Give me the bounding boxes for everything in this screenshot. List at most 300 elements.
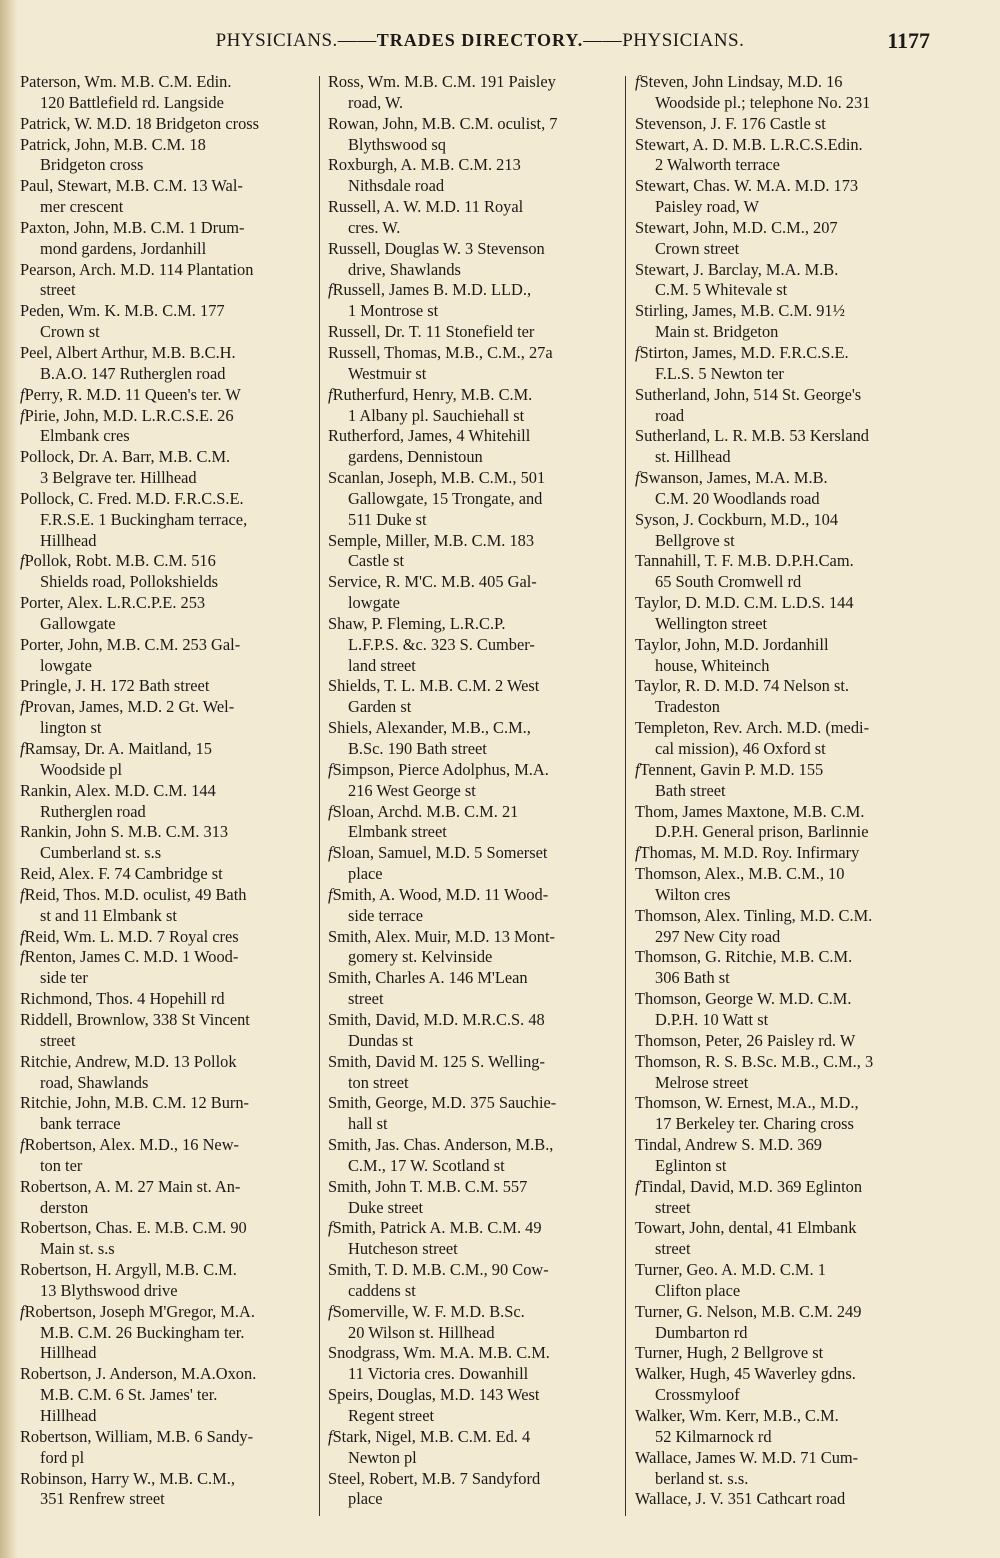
entry-line: Robertson, Chas. E. M.B. C.M. 90 — [20, 1218, 247, 1238]
entry-continuation-line: Garden st — [348, 697, 412, 717]
entry-continuation-line: ton ter — [40, 1155, 83, 1175]
entry-line: Turner, Hugh, 2 Bellgrove st — [635, 1343, 824, 1363]
directory-entry — [328, 531, 623, 573]
entry-continuation-line: C.M. 20 Woodlands road — [655, 488, 820, 508]
directory-entry — [328, 1218, 623, 1260]
entry-continuation-line: 1 Montrose st — [348, 301, 439, 321]
directory-entry — [20, 1218, 315, 1260]
entry-line: Sutherland, John, 514 St. George's — [635, 384, 862, 404]
entry-mark: f — [20, 739, 25, 758]
entry-continuation-line: 13 Blythswood drive — [40, 1280, 178, 1300]
directory-entry — [328, 843, 623, 885]
header-left-label: PHYSICIANS. — [215, 30, 338, 51]
entry-continuation-line: Dumbarton rd — [655, 1322, 748, 1342]
directory-entry — [20, 1469, 315, 1511]
entry-continuation-line: Woodside pl — [40, 759, 122, 779]
entry-line: Pringle, J. H. 172 Bath street — [20, 676, 210, 696]
entry-line: Robertson, William, M.B. 6 Sandy- — [20, 1426, 254, 1446]
entry-continuation-line: land street — [348, 655, 416, 675]
entry-line: Snodgrass, Wm. M.A. M.B. C.M. — [328, 1343, 550, 1363]
entry-continuation-line: drive, Shawlands — [348, 259, 461, 279]
directory-entry — [635, 343, 930, 385]
entry-continuation-line: 306 Bath st — [655, 968, 730, 988]
entry-mark: f — [20, 551, 25, 571]
directory-entry — [20, 218, 315, 260]
entry-mark: f — [635, 843, 640, 863]
entry-line: Russell, Thomas, M.B., C.M., 27a — [328, 342, 553, 362]
entry-line: Turner, Geo. A. M.D. C.M. 1 — [635, 1260, 826, 1280]
entry-line: Porter, John, M.B. C.M. 253 Gal- — [20, 634, 241, 654]
directory-entry — [635, 1343, 930, 1364]
directory-entry — [20, 593, 315, 635]
entry-mark: f — [20, 405, 25, 425]
entry-line: Taylor, John, M.D. Jordanhill — [635, 634, 829, 654]
directory-entry — [635, 135, 930, 177]
entry-continuation-line: Melrose street — [655, 1072, 749, 1092]
entry-mark: f — [20, 884, 25, 904]
directory-entry — [20, 301, 315, 343]
entry-line: Robertson, H. Argyll, M.B. C.M. — [20, 1260, 237, 1280]
entry-line: Sloan, Archd. M.B. C.M. 21 — [332, 801, 519, 821]
entry-continuation-line: 1 Albany pl. Sauchiehall st — [348, 405, 525, 425]
entry-line: Smith, Jas. Chas. Anderson, M.B., — [328, 1135, 554, 1155]
entry-line: Stirling, James, M.B. C.M. 91½ — [635, 301, 845, 321]
directory-entry — [20, 1260, 315, 1302]
entry-continuation-line: 20 Wilson st. Hillhead — [348, 1322, 495, 1342]
entry-continuation-line: Hillhead — [40, 1343, 97, 1363]
entry-line: Richmond, Thos. 4 Hopehill rd — [20, 989, 225, 1009]
entry-line: Smith, John T. M.B. C.M. 557 — [328, 1176, 528, 1196]
entry-continuation-line: street — [348, 989, 384, 1009]
entry-continuation-line: Gallowgate — [40, 613, 116, 633]
entry-continuation-line: Elmbank cres — [40, 426, 130, 446]
entry-line: Patrick, W. M.D. 18 Bridgeton cross — [20, 113, 260, 133]
page-header — [20, 30, 940, 60]
directory-entry — [20, 739, 315, 781]
entry-line: Sutherland, L. R. M.B. 53 Kersland — [635, 426, 869, 446]
entry-line: Walker, Hugh, 45 Waverley gdns. — [635, 1364, 856, 1384]
directory-entry — [20, 1177, 315, 1219]
entry-line: Stirton, James, M.D. F.R.C.S.E. — [639, 342, 849, 362]
entry-line: Paul, Stewart, M.B. C.M. 13 Wal- — [20, 176, 243, 196]
entry-continuation-line: C.M. 5 Whitevale st — [655, 280, 788, 300]
entry-line: Speirs, Douglas, M.D. 143 West — [328, 1385, 540, 1405]
entry-line: Stevenson, J. F. 176 Castle st — [635, 113, 826, 133]
directory-entry — [635, 989, 930, 1031]
entry-line: Syson, J. Cockburn, M.D., 104 — [635, 509, 839, 529]
entry-continuation-line: Tradeston — [655, 697, 720, 717]
directory-entry — [20, 343, 315, 385]
entry-line: Service, R. M'C. M.B. 405 Gal- — [328, 572, 537, 592]
entry-line: Rowan, John, M.B. C.M. oculist, 7 — [328, 113, 558, 133]
directory-entry — [635, 1406, 930, 1448]
directory-entry — [20, 1052, 315, 1094]
entry-continuation-line: place — [348, 864, 383, 884]
entry-continuation-line: cal mission), 46 Oxford st — [655, 739, 826, 758]
entry-line: Shields, T. L. M.B. C.M. 2 West — [328, 676, 540, 696]
entry-mark: f — [635, 72, 640, 91]
entry-line: Smith, Charles A. 146 M'Lean — [328, 968, 528, 988]
directory-entry — [328, 718, 623, 760]
entry-continuation-line: caddens st — [348, 1280, 416, 1300]
directory-entry — [20, 489, 315, 552]
column-divider — [625, 76, 626, 1516]
directory-entry — [328, 614, 623, 677]
entry-continuation-line: Gallowgate, 15 Trongate, and — [348, 488, 543, 508]
column-divider — [319, 76, 320, 1516]
entry-continuation-line: lowgate — [348, 593, 400, 613]
directory-entry — [328, 927, 623, 969]
directory-entry — [20, 1010, 315, 1052]
directory-entry — [635, 1302, 930, 1344]
directory-entry — [635, 176, 930, 218]
entry-continuation-line: gomery st. Kelvinside — [348, 947, 493, 967]
directory-entry — [328, 802, 623, 844]
entry-line: Stewart, Chas. W. M.A. M.D. 173 — [635, 176, 859, 196]
entry-continuation-line: Cumberland st. s.s — [40, 843, 162, 863]
entry-continuation-line: 216 West George st — [348, 780, 476, 800]
entry-continuation-line: 511 Duke st — [348, 509, 427, 529]
entry-mark: f — [328, 1218, 333, 1238]
directory-entry — [20, 260, 315, 302]
directory-entry — [635, 1031, 930, 1052]
entry-mark: f — [635, 468, 640, 488]
entry-line: Ritchie, Andrew, M.D. 13 Pollok — [20, 1051, 237, 1071]
entry-line: Tannahill, T. F. M.B. D.P.H.Cam. — [635, 551, 854, 571]
entry-mark: f — [635, 1176, 640, 1196]
entry-mark: f — [328, 801, 333, 821]
entry-line: Scanlan, Joseph, M.B. C.M., 501 — [328, 468, 546, 488]
entry-line: Thomson, R. S. B.Sc. M.B., C.M., 3 — [635, 1051, 874, 1071]
directory-entry — [328, 885, 623, 927]
entry-continuation-line: 3 Belgrave ter. Hillhead — [40, 468, 197, 488]
entry-line: Thom, James Maxtone, M.B. C.M. — [635, 801, 865, 821]
entry-continuation-line: ford pl — [40, 1447, 85, 1467]
directory-entry — [328, 1093, 623, 1135]
entry-mark: f — [328, 884, 333, 904]
entry-continuation-line: bank terrace — [40, 1114, 121, 1134]
entry-line: Reid, Alex. F. 74 Cambridge st — [20, 864, 223, 884]
entry-continuation-line: Clifton place — [655, 1280, 741, 1300]
entry-line: Perry, R. M.D. 11 Queen's ter. W — [24, 384, 241, 404]
entry-continuation-line: C.M., 17 W. Scotland st — [348, 1155, 505, 1175]
directory-entry — [635, 593, 930, 635]
directory-entry — [635, 906, 930, 948]
entry-line: Pollock, Dr. A. Barr, M.B. C.M. — [20, 447, 231, 467]
directory-entry — [635, 947, 930, 989]
directory-entry — [635, 510, 930, 552]
entry-line: Smith, Patrick A. M.B. C.M. 49 — [332, 1218, 542, 1238]
entry-continuation-line: Wilton cres — [655, 884, 731, 904]
entry-continuation-line: st. Hillhead — [655, 447, 731, 467]
directory-entry — [635, 1260, 930, 1302]
entry-line: Stark, Nigel, M.B. C.M. Ed. 4 — [332, 1426, 531, 1446]
directory-entry — [635, 260, 930, 302]
entry-continuation-line: Shields road, Pollokshields — [40, 572, 219, 592]
entry-continuation-line: Duke street — [348, 1197, 424, 1217]
directory-entry — [20, 176, 315, 218]
directory-entry — [20, 406, 315, 448]
directory-entry — [20, 822, 315, 864]
directory-entry — [328, 322, 623, 343]
directory-entry — [20, 927, 315, 948]
entry-continuation-line: D.P.H. General prison, Barlinnie — [655, 822, 869, 842]
directory-entry — [635, 1177, 930, 1219]
entry-line: Stewart, John, M.D. C.M., 207 — [635, 217, 838, 237]
entry-line: Shaw, P. Fleming, L.R.C.P. — [328, 613, 506, 633]
directory-entry — [20, 989, 315, 1010]
entry-mark: f — [20, 384, 25, 404]
entry-continuation-line: place — [348, 1489, 383, 1509]
entry-line: Thomson, George W. M.D. C.M. — [635, 989, 852, 1009]
entry-line: Reid, Wm. L. M.D. 7 Royal cres — [24, 926, 239, 946]
entry-line: Paterson, Wm. M.B. C.M. Edin. — [20, 72, 232, 91]
entry-continuation-line: 65 South Cromwell rd — [655, 572, 802, 592]
directory-entry — [328, 760, 623, 802]
entry-line: Smith, T. D. M.B. C.M., 90 Cow- — [328, 1260, 549, 1280]
entry-continuation-line: B.Sc. 190 Bath street — [348, 739, 487, 758]
entry-continuation-line: Paisley road, W — [655, 197, 759, 217]
entry-line: Pollok, Robt. M.B. C.M. 516 — [24, 551, 216, 571]
entry-mark: f — [20, 1301, 25, 1321]
entry-continuation-line: Bellgrove st — [655, 530, 735, 550]
directory-entry — [635, 218, 930, 260]
entry-line: Robertson, J. Anderson, M.A.Oxon. — [20, 1364, 257, 1384]
directory-entry — [328, 280, 623, 322]
entry-mark: f — [635, 342, 640, 362]
entry-continuation-line: road, W. — [348, 92, 404, 112]
directory-entry — [328, 239, 623, 281]
entry-continuation-line: Hillhead — [40, 1406, 97, 1425]
entry-line: Steven, John Lindsay, M.D. 16 — [639, 72, 843, 91]
entry-line: Paxton, John, M.B. C.M. 1 Drum- — [20, 217, 245, 237]
directory-entry — [635, 1489, 930, 1510]
directory-entry — [328, 72, 623, 114]
entry-continuation-line: lowgate — [40, 655, 92, 675]
entry-mark: f — [328, 759, 333, 779]
directory-entry — [635, 1093, 930, 1135]
entry-continuation-line: Bath street — [655, 780, 726, 800]
entry-line: Rankin, Alex. M.D. C.M. 144 — [20, 780, 216, 800]
entry-line: Smith, A. Wood, M.D. 11 Wood- — [332, 884, 549, 904]
entry-line: Swanson, James, M.A. M.B. — [639, 468, 828, 488]
directory-entry — [635, 72, 930, 114]
directory-entry — [20, 885, 315, 927]
entry-line: Patrick, John, M.B. C.M. 18 — [20, 134, 206, 154]
entry-line: Ross, Wm. M.B. C.M. 191 Paisley — [328, 72, 556, 91]
entry-continuation-line: house, Whiteinch — [655, 655, 770, 675]
directory-entry — [635, 1135, 930, 1177]
entry-line: Tennent, Gavin P. M.D. 155 — [639, 759, 824, 779]
entry-mark: f — [328, 1426, 333, 1446]
entry-line: Smith, David M. 125 S. Welling- — [328, 1051, 545, 1071]
entry-continuation-line: Bridgeton cross — [40, 155, 144, 175]
directory-entry — [20, 385, 315, 406]
entry-mark: f — [20, 697, 25, 717]
entry-line: Thomson, Alex., M.B. C.M., 10 — [635, 864, 845, 884]
directory-entry — [328, 1427, 623, 1469]
directory-entry — [20, 114, 315, 135]
entry-continuation-line: Main st. s.s — [40, 1239, 115, 1259]
directory-entry — [328, 1135, 623, 1177]
directory-entry — [20, 551, 315, 593]
entry-continuation-line: F.R.S.E. 1 Buckingham terrace, — [40, 509, 248, 529]
entry-continuation-line: street — [40, 280, 76, 300]
entry-continuation-line: road — [655, 405, 685, 425]
entry-continuation-line: hall st — [348, 1114, 388, 1134]
entry-continuation-line: derston — [40, 1197, 89, 1217]
entry-line: Walker, Wm. Kerr, M.B., C.M. — [635, 1406, 839, 1425]
entry-continuation-line: D.P.H. 10 Watt st — [655, 1009, 769, 1029]
entry-mark: f — [20, 926, 25, 946]
directory-entry — [635, 114, 930, 135]
directory-entry — [20, 447, 315, 489]
directory-entry — [328, 676, 623, 718]
entry-continuation-line: Hillhead — [40, 530, 97, 550]
directory-entry — [328, 426, 623, 468]
entry-continuation-line: M.B. C.M. 6 St. James' ter. — [40, 1385, 218, 1405]
directory-entry — [328, 968, 623, 1010]
directory-entry — [635, 551, 930, 593]
directory-entry — [20, 947, 315, 989]
entry-continuation-line: M.B. C.M. 26 Buckingham ter. — [40, 1322, 245, 1342]
directory-entry — [328, 1343, 623, 1385]
entry-continuation-line: Crown st — [40, 322, 100, 342]
entry-continuation-line: L.F.P.S. &c. 323 S. Cumber- — [348, 634, 535, 654]
entry-line: Somerville, W. F. M.D. B.Sc. — [332, 1301, 525, 1321]
entry-line: Riddell, Brownlow, 338 St Vincent — [20, 1009, 250, 1029]
entry-continuation-line: st and 11 Elmbank st — [40, 905, 177, 925]
entry-continuation-line: Westmuir st — [348, 363, 427, 383]
entry-line: Peden, Wm. K. M.B. C.M. 177 — [20, 301, 225, 321]
entry-line: Robinson, Harry W., M.B. C.M., — [20, 1468, 235, 1488]
entry-continuation-line: side ter — [40, 968, 88, 988]
entry-line: Thomson, G. Ritchie, M.B. C.M. — [635, 947, 853, 967]
entry-continuation-line: 17 Berkeley ter. Charing cross — [655, 1114, 854, 1134]
directory-entry — [328, 155, 623, 197]
directory-entry — [20, 1093, 315, 1135]
entry-line: Russell, James B. M.D. LLD., — [332, 280, 532, 300]
entry-line: Rutherford, James, 4 Whitehill — [328, 426, 531, 446]
entry-line: Templeton, Rev. Arch. M.D. (medi- — [635, 718, 870, 738]
entry-line: Taylor, D. M.D. C.M. L.D.S. 144 — [635, 593, 854, 613]
entry-continuation-line: B.A.O. 147 Rutherglen road — [40, 363, 226, 383]
entry-line: Steel, Robert, M.B. 7 Sandyford — [328, 1468, 541, 1488]
directory-entry — [635, 385, 930, 427]
directory-entry — [328, 1010, 623, 1052]
entry-line: Robertson, Alex. M.D., 16 New- — [24, 1135, 239, 1155]
directory-entry — [328, 385, 623, 427]
entry-line: Robertson, Joseph M'Gregor, M.A. — [24, 1301, 255, 1321]
directory-entry — [635, 802, 930, 844]
entry-line: Semple, Miller, M.B. C.M. 183 — [328, 530, 535, 550]
directory-entry — [635, 1218, 930, 1260]
entry-mark: f — [328, 843, 333, 863]
entry-line: Ritchie, John, M.B. C.M. 12 Burn- — [20, 1093, 250, 1113]
entry-line: Smith, Alex. Muir, M.D. 13 Mont- — [328, 926, 556, 946]
entry-continuation-line: Wellington street — [655, 613, 768, 633]
entry-continuation-line: Castle st — [348, 551, 404, 571]
entry-continuation-line: side terrace — [348, 905, 424, 925]
entry-line: Rutherfurd, Henry, M.B. C.M. — [332, 384, 533, 404]
directory-entry — [635, 843, 930, 864]
directory-entry — [635, 426, 930, 468]
entry-continuation-line: ton street — [348, 1072, 409, 1092]
entry-line: Thomson, W. Ernest, M.A., M.D., — [635, 1093, 859, 1113]
entry-line: Rankin, John S. M.B. C.M. 313 — [20, 822, 229, 842]
entry-line: Wallace, J. V. 351 Cathcart road — [635, 1489, 846, 1509]
entry-continuation-line: berland st. s.s. — [655, 1468, 749, 1488]
entry-line: Ramsay, Dr. A. Maitland, 15 — [24, 739, 212, 758]
directory-entry — [328, 114, 623, 156]
entry-line: Stewart, A. D. M.B. L.R.C.S.Edin. — [635, 134, 863, 154]
entry-continuation-line: 52 Kilmarnock rd — [655, 1426, 772, 1446]
entry-line: Tindal, Andrew S. M.D. 369 — [635, 1135, 822, 1155]
header-title: TRADES DIRECTORY. — [376, 30, 584, 50]
entry-line: Russell, A. W. M.D. 11 Royal — [328, 197, 524, 217]
entry-continuation-line: Crossmyloof — [655, 1385, 740, 1405]
entry-mark: f — [328, 280, 333, 300]
entry-mark: f — [328, 1301, 333, 1321]
entry-line: Thomas, M. M.D. Roy. Infirmary — [639, 843, 860, 863]
entry-line: Stewart, J. Barclay, M.A. M.B. — [635, 259, 839, 279]
entry-line: Pearson, Arch. M.D. 114 Plantation — [20, 259, 254, 279]
entry-continuation-line: 2 Walworth terrace — [655, 155, 780, 175]
entry-line: Smith, David, M.D. M.R.C.S. 48 — [328, 1009, 545, 1029]
entry-line: Russell, Douglas W. 3 Stevenson — [328, 238, 545, 258]
entry-continuation-line: Newton pl — [348, 1447, 417, 1467]
directory-entry — [328, 1469, 623, 1511]
entry-mark: f — [328, 384, 333, 404]
directory-entry — [20, 135, 315, 177]
directory-entry — [635, 864, 930, 906]
directory-entry — [635, 1364, 930, 1406]
entry-mark: f — [20, 947, 25, 967]
directory-column-2 — [328, 72, 623, 1510]
directory-entry — [328, 1260, 623, 1302]
directory-entry — [635, 760, 930, 802]
entry-line: Peel, Albert Arthur, M.B. B.C.H. — [20, 342, 236, 362]
entry-continuation-line: Woodside pl.; telephone No. 231 — [655, 92, 871, 112]
directory-column-3 — [635, 72, 930, 1510]
entry-line: Pirie, John, M.D. L.R.C.S.E. 26 — [24, 405, 234, 425]
directory-column-1 — [20, 72, 315, 1510]
entry-continuation-line: Eglinton st — [655, 1155, 727, 1175]
page-spine-shadow — [0, 0, 18, 1558]
entry-continuation-line: Elmbank street — [348, 822, 447, 842]
entry-continuation-line: 120 Battlefield rd. Langside — [40, 92, 224, 112]
entry-continuation-line: Dundas st — [348, 1030, 414, 1050]
directory-entry — [20, 781, 315, 823]
directory-entry — [635, 1052, 930, 1094]
entry-continuation-line: mer crescent — [40, 197, 124, 217]
directory-entry — [20, 1302, 315, 1365]
entry-continuation-line: Crown street — [655, 238, 740, 258]
entry-line: Pollock, C. Fred. M.D. F.R.C.S.E. — [20, 488, 244, 508]
header-dash-right: —— — [583, 30, 623, 51]
directory-entry — [328, 468, 623, 531]
directory-entry — [20, 864, 315, 885]
directory-entry — [635, 468, 930, 510]
entry-line: Roxburgh, A. M.B. C.M. 213 — [328, 155, 521, 175]
page-number: 1177 — [887, 28, 930, 53]
entry-line: Shiels, Alexander, M.B., C.M., — [328, 718, 531, 738]
entry-continuation-line: road, Shawlands — [40, 1072, 149, 1092]
entry-continuation-line: 11 Victoria cres. Dowanhill — [348, 1364, 529, 1384]
entry-mark: f — [20, 1135, 25, 1155]
directory-entry — [20, 635, 315, 677]
entry-line: Thomson, Alex. Tinling, M.D. C.M. — [635, 905, 873, 925]
